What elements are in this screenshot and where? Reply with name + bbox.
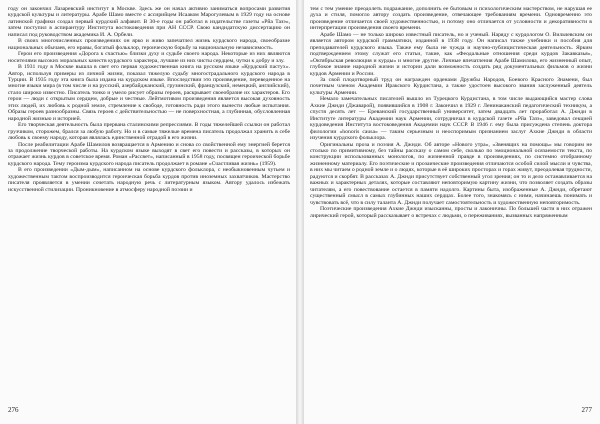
- page-number: 277: [581, 406, 592, 414]
- left-paragraph: году он закончил Лазаревский институт в Москве. Здесь же он начал активно заниматься вопросами развития курдской культуры и литературы. Арабе Шамо вместе с ассирийцем Исааком Марогулевым в 1929 году на основе латинской графики создал первый курдский алфавит. В 30-е годы он работал в издательстве газеты «Рйа Тазэ», затем поступил в аспирантуру Института востоковедения при АН СССР. Свою кандидатскую диссертацию он написал под руководством академика И. А. Орбели.: [8, 6, 290, 38]
- left-page-text: [8, 6, 290, 193]
- right-paragraph: Оригинальны проза и поэзия А. Джнди. Об авторе «Нового утра», «Звенящих на помощь» мы говорим не столько по примитивному, без тайны рассказу о самом себе, сколько по эмоциональной осязаемости текста, по конструкции использованных монологов, по жизненной правде в произведениях, по системно отобранному жизненному материалу. Его поэтические и прозаические произведения отличаются особой силой мысли и чувства, в них мы читаем о родной земле и о людях, которые в её широких просторах и горах живут, преодолевая трудности, радуются и скорбят. В рассказах А. Джнди присутствует собственный угол зрения; он то и дело останавливается на важных и характерных деталях, которые составляют неповторимую картину жизни, что позволяет создать образы читателям, а его повествование остается в памяти надолго. Картины быта, изображенные А. Джнди, обретают существенный смысл в самых глубинных наших сердцах. Более того, знакомясь с ними, начинаешь понимать и чувствовать всё, что в силу таланта А. Джнди получает самостоятельность и художественную неповторимость.: [310, 141, 592, 206]
- left-paragraph: Его творческая деятельность была прервана сталинскими репрессиями. В годы тяжелейшей ссылки он работал грузчиком, сторожем, брался за любую работу. Но и в самые тяжелые времена писатель продолжал хранить в себе любовь к своему народу, которая являлась единственной отрадой в его жизни.: [8, 122, 290, 142]
- left-paragraph: После реабилитации Арабе Шамилов возвращается в Армению и снова со свойственной ему энергией берется за продолжение творческой работы. На курдском языке выходят в свет его повести и рассказы, в которых он отражает жизнь курдов в советское время. Роман «Рассвет», написанный в 1958 году, посвящен героической борьбе курдского народа. Тему героизма курдского народа писатель продолжает в романе «Счастливая жизнь» (1959).: [8, 141, 290, 167]
- page-number: 276: [8, 406, 19, 414]
- right-paragraph: тем с тем умение преодолеть подражание, дополнить ее бытовым и психологическим мастерством, не нарушая ее духа и стиля, помогло автору создать произведение, отвечающее требованиям времени. Одновременно это произведение отличается своей художественностью, и потому оно отличается от условности и декоративности в интерпретации произведения своего времени.: [310, 6, 592, 32]
- left-paragraph: Герои его произведения «Дорога к счастью» близки духу и судьбе своего народа. Некоторые из них являются носителями высоких моральных качеств курдского характера, лучшие из них чисты сердцем, чутки к добру и злу.: [8, 51, 290, 64]
- right-paragraph: Поэтические произведения Ахкие Джнди изысканны, просты и лаконичны. По большей части в них отражен лирический герой, который рассказывает о встречах с людьми, о переживаниях, вызванных напряженным: [310, 206, 592, 219]
- right-page-text: [310, 6, 592, 219]
- left-paragraph: В его произведении «Дым-дым», написанном на основе курдского фольклора, с необыкновенным чутьем и художественным тактом воспроизводится героическая борьба курдов против иноземных захватчиков. Мастерство писателя проявляется в умении сочетать народную речь с литературным языком. Автору удалось избежать искусственной стилизации. Проникновение в атмосферу народной поэзии и: [8, 167, 290, 193]
- left-paragraph: В своих многочисленных произведениях он ярко и живо запечатлел жизнь курдского народа, своеобразие национальных обычаев, его нравы, богатый фольклор, героическую борьбу за национальную независимость.: [8, 38, 290, 51]
- left-paragraph: В 1931 году в Москве вышла в свет его первая художественная книга на русском языке «Курдский пастух». Автор, используя примеры из личной жизни, показал тяжелую судьбу многострадального курдского народа в Турции. В 1935 году эта книга была издана на курдском языке. Впоследствии это произведение, переведенное на многие языки мира (в том числе и на русский, азербайджанский, грузинский, французский, немецкий, английский), стало широко известно. Писатель тонко и умело рисует образы героев, раскрывает своеобразие их характеров. Его герои — люди с открытым сердцем, добрые и честные. Лейтмотивом произведения является высокая духовность этих людей, их любовь к родной земле, стремление к свободе, готовность ради этого вынести любые испытания. Образы героев разнообразны. Связь героев с действительностью — не поверхностная, а глубинная, обусловленная народной жизнью и историей.: [8, 64, 290, 122]
- book-gutter: [296, 0, 304, 424]
- right-page: [310, 6, 592, 416]
- right-paragraph: За свой плодотворный труд он награжден орденами Дружбы Народов, Боевого Красного Знамени, был почетным членом Академии Иракского Курдистана, а также удостоен высокого звания заслуженный деятель культуры Армении.: [310, 76, 592, 96]
- left-page: [8, 6, 290, 416]
- right-paragraph: Арабе Шамо — не только широко известный писатель, но и ученый. Наряду с курдологом О. Вильчевским он является автором курдской грамматики, изданной в 1938 году. Он написал также учебники и пособия для преподавателей курдского языка. Также ему была не чужда и научно-публицистическая деятельность. Ярким подтверждением этому служат его статьи, такие, как «Феодальные отношения среди курдов Закавказья», «Октябрьская революция и курды» и многие другие. Личные впечатления Арабе Шамилова, его жизненный опыт, глубокое знание народной жизни и истории дали возможность создать ряд документальных фильмов о жизни курдов Армении и России.: [310, 31, 592, 77]
- right-paragraph: Немало замечательных писателей вышло из Турецкого Курдистана, в том числе выдающийся мастер слова Ахкие Джнди (Джаварой), появившийся в 1908 г. Закончил в 1929 г. Ленинаканский педагогический техникум, а спустя десять лет — Ереванский государственный университет, затем двадцать лет проработал А. Джнди в Институте литературы Академии наук Армении, сотрудничал в курдской газете «Рйа Тазэ», заведовал секцией курдоведения Института востоковедения Академии наук СССР. В 1946 г. ему была присуждена степень доктора филологии «honoris causa» — таким серьезным и неоспоримым признанием заслуг Ахкие Джнди в области изучения курдского фольклора.: [310, 96, 592, 142]
